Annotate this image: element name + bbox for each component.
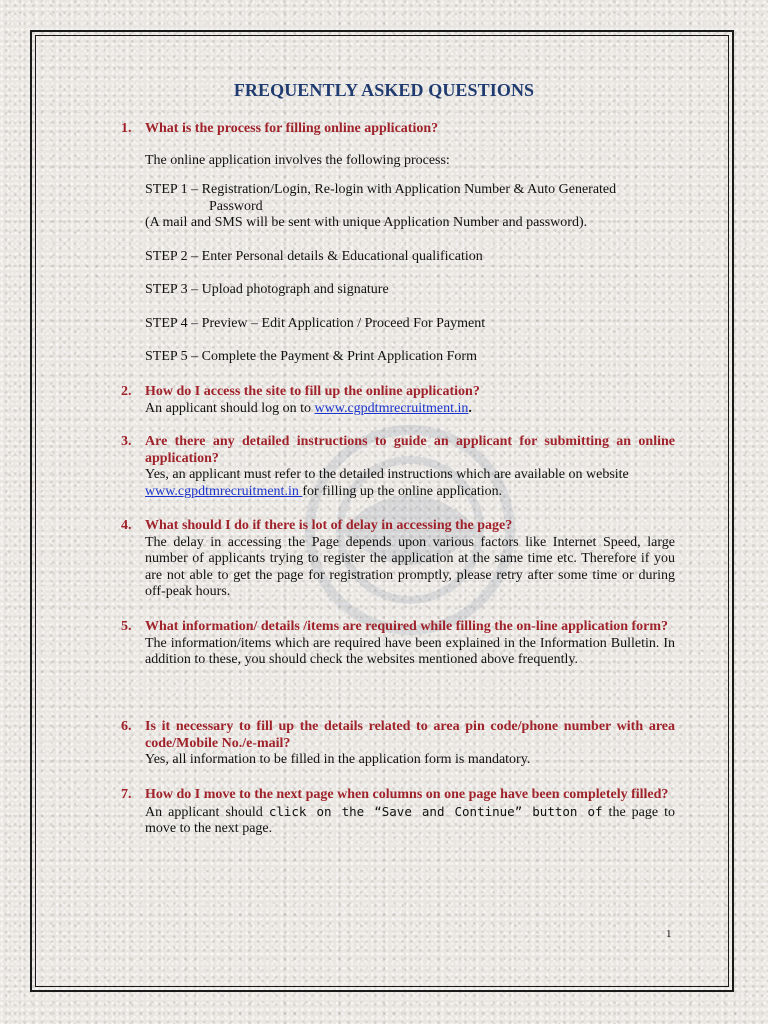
answer-suffix: . (468, 400, 472, 416)
answer-text (145, 804, 675, 838)
question-number: 5. (121, 619, 132, 634)
answer-text: The information/items which are required have been explained in the Information Bulletin. In addition to these, you should check the websites mentioned above frequently. (145, 635, 675, 667)
step-1 (121, 182, 675, 232)
question-number: 4. (121, 518, 132, 533)
step-note: (A mail and SMS will be sent with unique Application Number and password). (145, 215, 588, 230)
question-text: Are there any detailed instructions to guide an applicant for submitting an online application? (145, 434, 675, 466)
faq-item-7 (121, 787, 675, 838)
faq-item-6 (121, 719, 675, 769)
question-text: How do I move to the next page when columns on one page have been completely filled? (145, 787, 669, 802)
faq-item-5 (121, 619, 675, 669)
step-label: STEP 2 – Enter Personal details & Educational qualification (145, 249, 483, 264)
question-number: 6. (121, 719, 132, 734)
answer-text: Yes, all information to be filled in the application form is mandatory. (145, 752, 531, 767)
website-link[interactable]: www.cgpdtmrecruitment.in (314, 400, 469, 416)
answer-suffix: the page to move to the next page. (145, 804, 676, 836)
faq-item-4 (121, 518, 675, 601)
question-number: 3. (121, 434, 132, 449)
faq-item-1 (121, 121, 675, 138)
page-number: 1 (666, 928, 672, 940)
faq-item-3 (121, 434, 675, 500)
step-label: STEP 1 – Registration/Login, Re-login with Application Number & Auto Generated (145, 182, 617, 197)
step-continuation: Password (209, 198, 263, 214)
question-text: What is the process for filling online application? (145, 121, 439, 136)
step-4 (121, 316, 675, 333)
answer-text (145, 467, 675, 500)
question-text: What information/ details /items are required while filling the on-line application form? (145, 619, 669, 634)
answer-prefix: An applicant should log on to (145, 400, 315, 416)
step-label: STEP 3 – Upload photograph and signature (145, 282, 389, 297)
answer-suffix: for filling up the online application. (302, 483, 503, 499)
answer-text (145, 401, 675, 418)
page-title: FREQUENTLY ASKED QUESTIONS (233, 80, 535, 100)
step-2 (121, 249, 675, 266)
answer-button-reference: click on the “Save and Continue” button of (268, 803, 603, 819)
question-number: 2. (121, 384, 132, 399)
step-label: STEP 4 – Preview – Edit Application / Proceed For Payment (145, 316, 486, 331)
question-text: What should I do if there is lot of delay in accessing the page? (145, 518, 513, 533)
question-number: 7. (121, 787, 132, 802)
answer-text: The online application involves the following process: (145, 153, 450, 168)
answer-text: The delay in accessing the Page depends upon various factors like Internet Speed, large number of applicants trying to register the application at the same time etc. Therefore if you are not able to get the page for registration promptly, please retry after some time or during off-peak hours. (145, 534, 675, 599)
answer-prefix: An applicant should (145, 804, 269, 820)
answer-intro (121, 153, 675, 170)
question-text: Is it necessary to fill up the details related to area pin code/phone number with area code/Mobile No./e-mail? (145, 719, 675, 751)
step-3 (121, 282, 675, 299)
question-number: 1. (121, 121, 132, 136)
question-text: How do I access the site to fill up the online application? (145, 384, 480, 399)
step-label: STEP 5 – Complete the Payment & Print Application Form (145, 349, 477, 364)
website-link[interactable]: www.cgpdtmrecruitment.in (145, 483, 303, 499)
step-5 (121, 349, 675, 366)
faq-item-2 (121, 384, 675, 417)
answer-prefix: Yes, an applicant must refer to the detailed instructions which are available on website (145, 467, 629, 482)
